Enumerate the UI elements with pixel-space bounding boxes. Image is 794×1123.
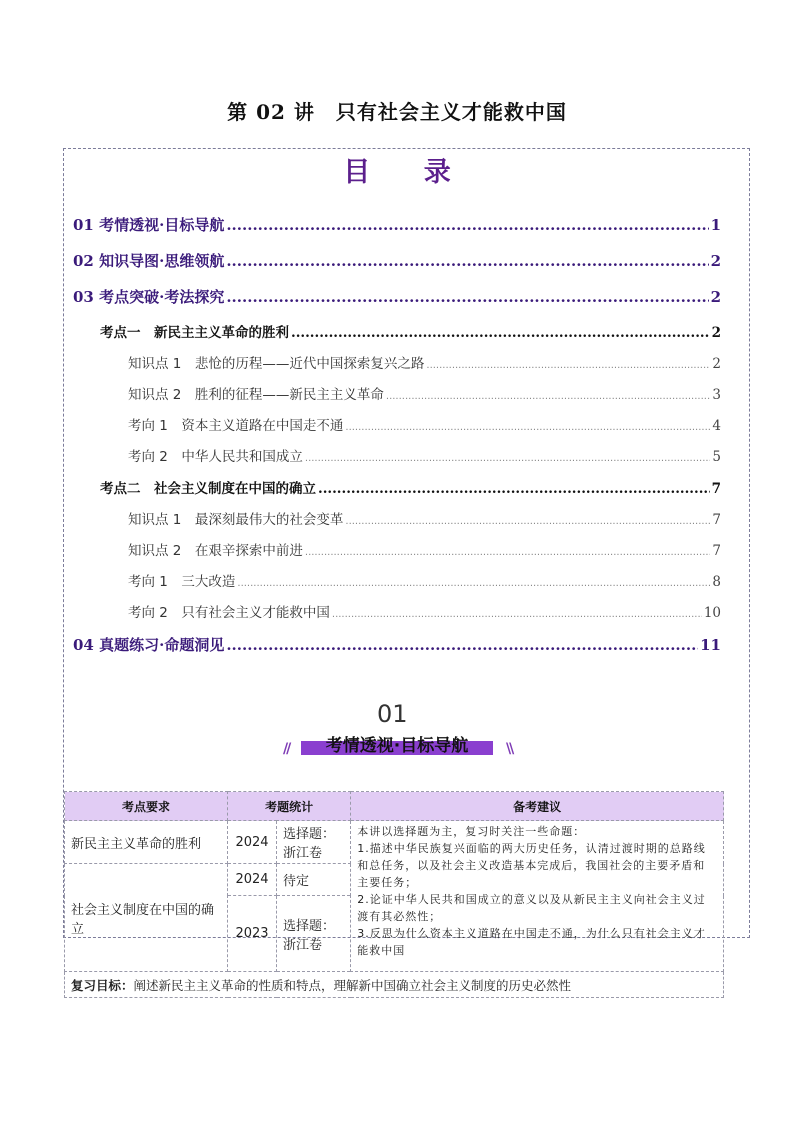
toc-dot-leader (237, 578, 710, 589)
toc-entry[interactable] (100, 321, 721, 341)
page-title: 第 02 讲 只有社会主义才能救中国 (227, 100, 567, 124)
toc-entry-page: 8 (712, 574, 721, 590)
toc-dot-leader (226, 216, 708, 234)
toc-entry[interactable] (73, 634, 721, 655)
requirement-cell: 社会主义制度在中国的确立 (65, 864, 228, 972)
toc-entry[interactable] (128, 414, 721, 434)
right-slash-decoration: \\ (506, 741, 513, 757)
toc-entry-page: 3 (712, 387, 721, 403)
toc-entry[interactable] (128, 508, 721, 528)
section-number (377, 700, 408, 728)
toc-dot-leader (226, 636, 698, 654)
left-slash-decoration: // (283, 741, 290, 757)
toc-heading: 目 录 (343, 157, 473, 188)
review-goal-cell (65, 972, 724, 998)
toc-dot-leader (318, 481, 710, 497)
toc-entry[interactable] (128, 383, 721, 403)
toc-entry-page: 2 (710, 252, 721, 270)
toc-entry-page: 11 (700, 636, 721, 654)
toc-entry-page: 7 (712, 543, 721, 559)
review-goal-text: 阐述新民主主义革命的性质和特点，理解新中国确立社会主义制度的历史必然性 (133, 977, 572, 993)
table-row (65, 821, 724, 864)
advice-line: 1.描述中华民族复兴面临的两大历史任务，认清过渡时期的总路线和总任务，以及社会主义改造基本完成后，我国社会的主要矛盾和主要任务； (357, 842, 706, 889)
toc-entry[interactable] (128, 445, 721, 465)
table-header-row (65, 792, 724, 821)
toc-dot-leader (345, 422, 710, 433)
review-goal-label: 复习目标： (71, 977, 134, 993)
section-title: 考情透视·目标导航 (325, 736, 469, 756)
toc-entry-page: 7 (712, 512, 721, 528)
requirement-cell: 新民主主义革命的胜利 (65, 821, 228, 864)
toc-dot-leader (291, 325, 710, 341)
toc-dot-leader (226, 288, 708, 306)
table-row (65, 972, 724, 998)
toc-entry-page: 5 (712, 449, 721, 465)
toc-entry[interactable] (73, 214, 721, 235)
advice-line: 本讲以选择题为主，复习时关注一些命题： (357, 825, 586, 838)
col-header-statistics: 考题统计 (228, 792, 351, 821)
toc-entry-label: 02 知识导图·思维领航 (73, 252, 225, 270)
advice-cell (351, 821, 724, 972)
toc-entry-label: 考向 1 资本主义道路在中国走不通 (128, 418, 344, 434)
toc-entry-page: 2 (712, 356, 721, 372)
toc-entry-label: 考点二 社会主义制度在中国的确立 (100, 481, 316, 497)
year-cell: 2024 (228, 864, 277, 896)
toc-dot-leader (345, 516, 710, 527)
toc-entry-page: 2 (711, 325, 721, 341)
toc-dot-leader (305, 547, 711, 558)
toc-entry-label: 考向 1 三大改造 (128, 574, 236, 590)
year-cell: 2024 (228, 821, 277, 864)
advice-line: 2.论证中华人民共和国成立的意义以及从新民主主义向社会主义过渡有其必然性； (357, 893, 706, 923)
toc-entry[interactable] (128, 352, 721, 372)
toc-entry-page: 7 (711, 481, 721, 497)
toc-entry-page: 4 (712, 418, 721, 434)
exam-analysis-table (64, 791, 724, 998)
col-header-requirement: 考点要求 (65, 792, 228, 821)
toc-entry-label: 03 考点突破·考法探究 (73, 288, 225, 306)
toc-entry-label: 知识点 2 胜利的征程——新民主主义革命 (128, 387, 384, 403)
toc-entry-label: 04 真题练习·命题洞见 (73, 636, 225, 654)
toc-entry-label: 知识点 2 在艰辛探索中前进 (128, 543, 303, 559)
statistic-cell: 待定 (277, 864, 351, 896)
toc-entry-page: 2 (710, 288, 721, 306)
toc-entry-label: 考点一 新民主主义革命的胜利 (100, 325, 289, 341)
statistic-cell: 选择题：浙江卷 (277, 821, 351, 864)
section-number-text: 01 (377, 700, 408, 728)
statistic-cell: 选择题：浙江卷 (277, 896, 351, 972)
toc-entry[interactable] (128, 539, 721, 559)
toc-entry-label: 01 考情透视·目标导航 (73, 216, 225, 234)
toc-dot-leader (332, 609, 702, 620)
year-cell: 2023 (228, 896, 277, 972)
toc-entry[interactable] (128, 570, 721, 590)
advice-line: 3.反思为什么资本主义道路在中国走不通，为什么只有社会主义才能救中国 (357, 927, 706, 957)
toc-entry-label: 考向 2 只有社会主义才能救中国 (128, 605, 330, 621)
toc-entry-label: 考向 2 中华人民共和国成立 (128, 449, 303, 465)
toc-entry[interactable] (73, 286, 721, 307)
section-banner (301, 731, 493, 757)
toc-entry[interactable] (100, 477, 721, 497)
toc-entry[interactable] (73, 250, 721, 271)
toc-entry[interactable] (128, 601, 721, 621)
toc-entry-page: 10 (703, 605, 721, 621)
toc-entry-label: 知识点 1 最深刻最伟大的社会变革 (128, 512, 344, 528)
toc-dot-leader (305, 453, 711, 464)
toc-entry-page: 1 (710, 216, 721, 234)
toc-dot-leader (386, 391, 711, 402)
toc-dot-leader (426, 360, 710, 371)
col-header-advice: 备考建议 (351, 792, 724, 821)
toc-dot-leader (226, 252, 708, 270)
toc-entry-label: 知识点 1 悲怆的历程——近代中国探索复兴之路 (128, 356, 425, 372)
